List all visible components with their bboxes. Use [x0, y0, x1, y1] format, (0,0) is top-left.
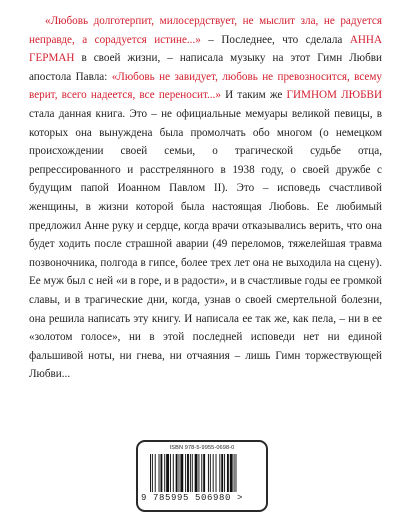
- barcode-bar: [201, 454, 202, 492]
- annotation-paragraph: [29, 12, 382, 384]
- barcode-bar: [234, 454, 235, 492]
- barcode-bar: [166, 454, 169, 492]
- author-name: АННА ГЕРМАН: [29, 33, 382, 65]
- barcode-bar: [173, 454, 174, 492]
- barcode-arrow: >: [237, 493, 244, 503]
- barcode-bar: [208, 454, 209, 492]
- barcode-bar: [159, 454, 160, 492]
- text-segment: И таким же: [220, 89, 287, 102]
- barcode-bar: [185, 454, 186, 492]
- barcode-bar: [219, 454, 220, 492]
- annotation-text: [29, 12, 382, 384]
- barcode-bar: [213, 454, 214, 492]
- barcode-bar: [150, 454, 151, 492]
- barcode-bar: [170, 454, 171, 492]
- barcode-bar: [176, 454, 178, 492]
- barcode-bar: [224, 454, 225, 492]
- barcode-bar: [221, 454, 223, 492]
- barcode-digits: [141, 493, 263, 503]
- barcode-bar: [192, 454, 193, 492]
- barcode-bar: [190, 454, 191, 492]
- text-segment: стала данная книга. Это – не официальные мемуары великой певицы, в которых она вынуждена была промолчать обо многом (о немецком происхождении своей семьи, о трагической судьбе отца, репрессированного и расстрелянного в 1938 году, о своей дружбе с будущим папой Иоанном Павлом II). Это – исповедь счастливой женщины, в жизни которой была настоящая Любовь. Ее любимый предложил Анне руку и сердце, когда врачи отказывались верить, что она будет ходить после страшной аварии (49 переломов, тяжелейшая травма позвоночника, полгода в гипсе, более трех лет она не выходила на сцену). Ее муж был с ней «и в горе, и в радости», и в счастливые годы ее громкой славы, и в трагические дни, когда, узнав о своей смертельной болезни, она решила написать эту книгу. И написала ее так же, как пела, – ни в ее «золотом голосе», ни в этой последней исповеди нет ни единой фальшивой ноты, ни гнева, ни отчаяния – лишь Гимн торжествующей Любви...: [29, 107, 382, 381]
- barcode-bar: [164, 454, 165, 492]
- barcode-bar: [216, 454, 217, 492]
- barcode-bar: [198, 454, 199, 492]
- barcode-bar: [230, 454, 233, 492]
- text-segment: в своей жизни, – написала музыку на этот Гимн Любви апостола Павла:: [29, 52, 382, 83]
- quote-opening: «Любовь долготерпит, милосердствует, не мыслит зла, не радуется неправде, а сорадуется истине...»: [29, 15, 382, 46]
- quote-second: «Любовь не завидует, любовь не превозносится, всему верит, всего надеется, все переносит...»: [29, 70, 382, 102]
- barcode-bar: [179, 454, 180, 492]
- barcode-bar: [160, 454, 162, 492]
- barcode-bar: [180, 454, 183, 492]
- barcode-bar: [195, 454, 198, 492]
- barcode-bar: [152, 454, 153, 492]
- barcode-bars: [150, 454, 256, 492]
- hymn-highlight: ГИМНОМ ЛЮБВИ: [286, 89, 382, 102]
- barcode-bar: [187, 454, 189, 492]
- barcode-bar: [155, 454, 156, 492]
- text-segment: – Последнее, что сделала: [200, 33, 350, 46]
- barcode-bar: [210, 454, 211, 492]
- isbn-label: ISBN 978-5-9955-0698-0: [169, 445, 235, 451]
- barcode-box: [136, 440, 268, 512]
- barcode-number: 9 785995 506980: [141, 493, 232, 503]
- barcode-bar: [227, 454, 229, 492]
- barcode-bar: [236, 454, 237, 492]
- barcode-bar: [203, 454, 205, 492]
